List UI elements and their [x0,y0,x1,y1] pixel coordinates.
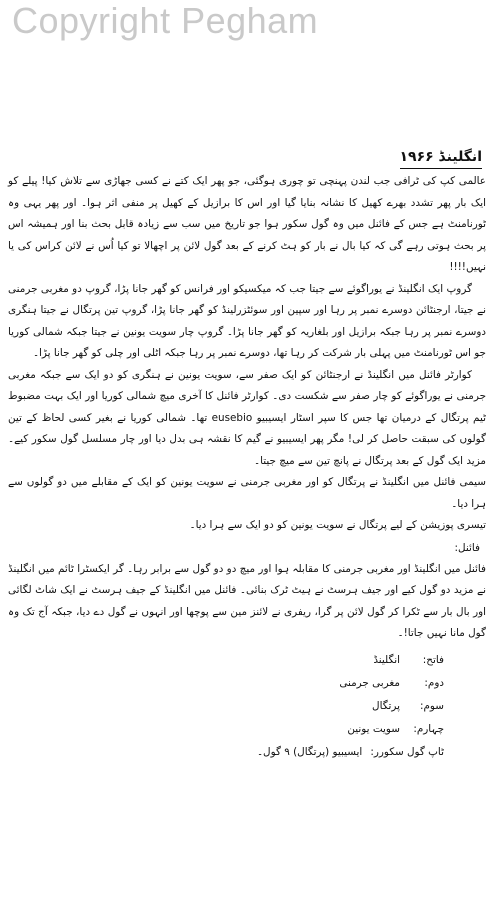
result-label: دوم: [424,676,444,689]
result-label: چہارم: [413,722,444,735]
result-value: انگلینڈ [373,653,400,666]
quarter-final-paragraph: کوارٹر فائنل میں انگلینڈ نے ارجنٹائن کو ایک صفر سے، سویت یونین نے ہنگری کو دو ایک سے جبکہ مغربی جرمنی نے یوراگوئے کو چار صفر سے شکست دی۔ کوارٹر فائنل کا آخری میچ شمالی کوریا اور ایک بہت مضبوط ٹیم پرتگال کے درمیان تھا جس کا سپر اسٹار ایسیبیو eusebio تھا۔ شمالی کوریا نے بغیر کسی لحاظ کے تین گولوں کی سبقت حاصل کر لی! مگر پھر ایسیبیو نے گیم کا نقشہ ہی بدل دیا اور چار مسلسل گول سکور کیے۔ مزید ایک گول کے بعد پرتگال نے پانچ تین سے میچ جیتا۔ [8,368,486,467]
results-list [8,649,444,764]
result-label: فاتح: [422,653,444,666]
result-runner-up [8,672,444,695]
article [8,146,486,764]
third-place-paragraph: تیسری پوزیشن کے لیے پرتگال نے سویت یونین کو دو ایک سے ہرا دیا۔ [189,519,486,531]
group-stage-paragraph: گروپ ایک انگلینڈ نے یوراگوئے سے جیتا جب کہ میکسیکو اور فرانس کو گھر جانا پڑا، گروپ دو مغربی جرمنی نے جیتا، ارجنٹائن دوسرے نمبر پر رہا اور سپین اور سوئٹزرلینڈ کو گھر جانا پڑا، گروپ تین پرتگال نے جیتا ہنگری دوسرے نمبر پر رہا جبکہ برازیل اور بلغاریہ کو گھر جانا پڑا۔ گروپ چار سویت یونین نے جیتا جبکہ شمالی کوریا جو اس ٹورنامنٹ میں پہلی بار شرکت کر رہا تھا، دوسرے نمبر پر رہا جبکہ اٹلی اور چلی کو گھر جانا پڑا۔ [8,282,486,359]
final-paragraph: فائنل میں انگلینڈ اور مغربی جرمنی کا مقابلہ ہوا اور میچ دو دو گول سے برابر رہا۔ گر ایکسٹرا ٹائم میں انگلینڈ نے مزید دو گول کیے اور جیف ہرسٹ نے ہیٹ ٹرک بنائی۔ فائنل میں انگلینڈ کے جیف ہرسٹ نے ایک شاٹ لگائی اور بال بار سے ٹکرا کر گول لائن پر گرا، ریفری نے لائنز مین سے پوچھا اور انہوں نے گول دے دیا، جبکہ آج تک وہ گول مانا نہیں جاتا!۔ [8,562,486,639]
result-label: ٹاپ گول سکورر: [370,745,444,758]
result-third [8,695,444,718]
article-heading: انگلینڈ ۱۹۶۶ [400,146,483,169]
result-value: سویت یونین [347,722,400,735]
semi-final-paragraph: سیمی فائنل میں انگلینڈ نے پرتگال کو اور مغربی جرمنی نے سویت یونین کو ایک کے مقابلے میں دو گولوں سے ہرا دیا۔ [8,476,486,510]
intro-paragraph: عالمی کپ کی ٹرافی جب لندن پہنچی تو چوری ہوگئی، جو پھر ایک کتے نے کسی جھاڑی سے تلاش کیا! پیلے کو ایک بار پھر تشدد بھرے کھیل کا نشانہ بنایا گیا اور اس کا برازیل کے کھیل پر منفی اثر ہوا۔ اور پھر یہی وہ ٹورنامنٹ ہے جس کے فائنل میں وہ گول سکور ہوا جو تاریخ میں سب سے زیادہ قابل بحث بنا اور ہمیشہ اس پر بحث ہوتی رہے گی کہ کیا بال نے بار کو ہٹ کرنے کے بعد گول لائن پر اچھالا تو کیا اُس نے لائن کراس کی یا نہیں!!!! [8,175,486,273]
result-value: ایسیبیو (پرتگال) ۹ گول۔ [256,745,363,758]
result-winner [8,649,444,672]
watermark: Copyright Pegham [12,0,319,41]
result-value: مغربی جرمنی [339,676,400,689]
result-fourth [8,718,444,741]
final-label: فائنل: [454,541,480,554]
result-label: سوم: [419,699,444,712]
result-value: پرتگال [372,699,400,712]
result-top-scorer [8,741,444,764]
